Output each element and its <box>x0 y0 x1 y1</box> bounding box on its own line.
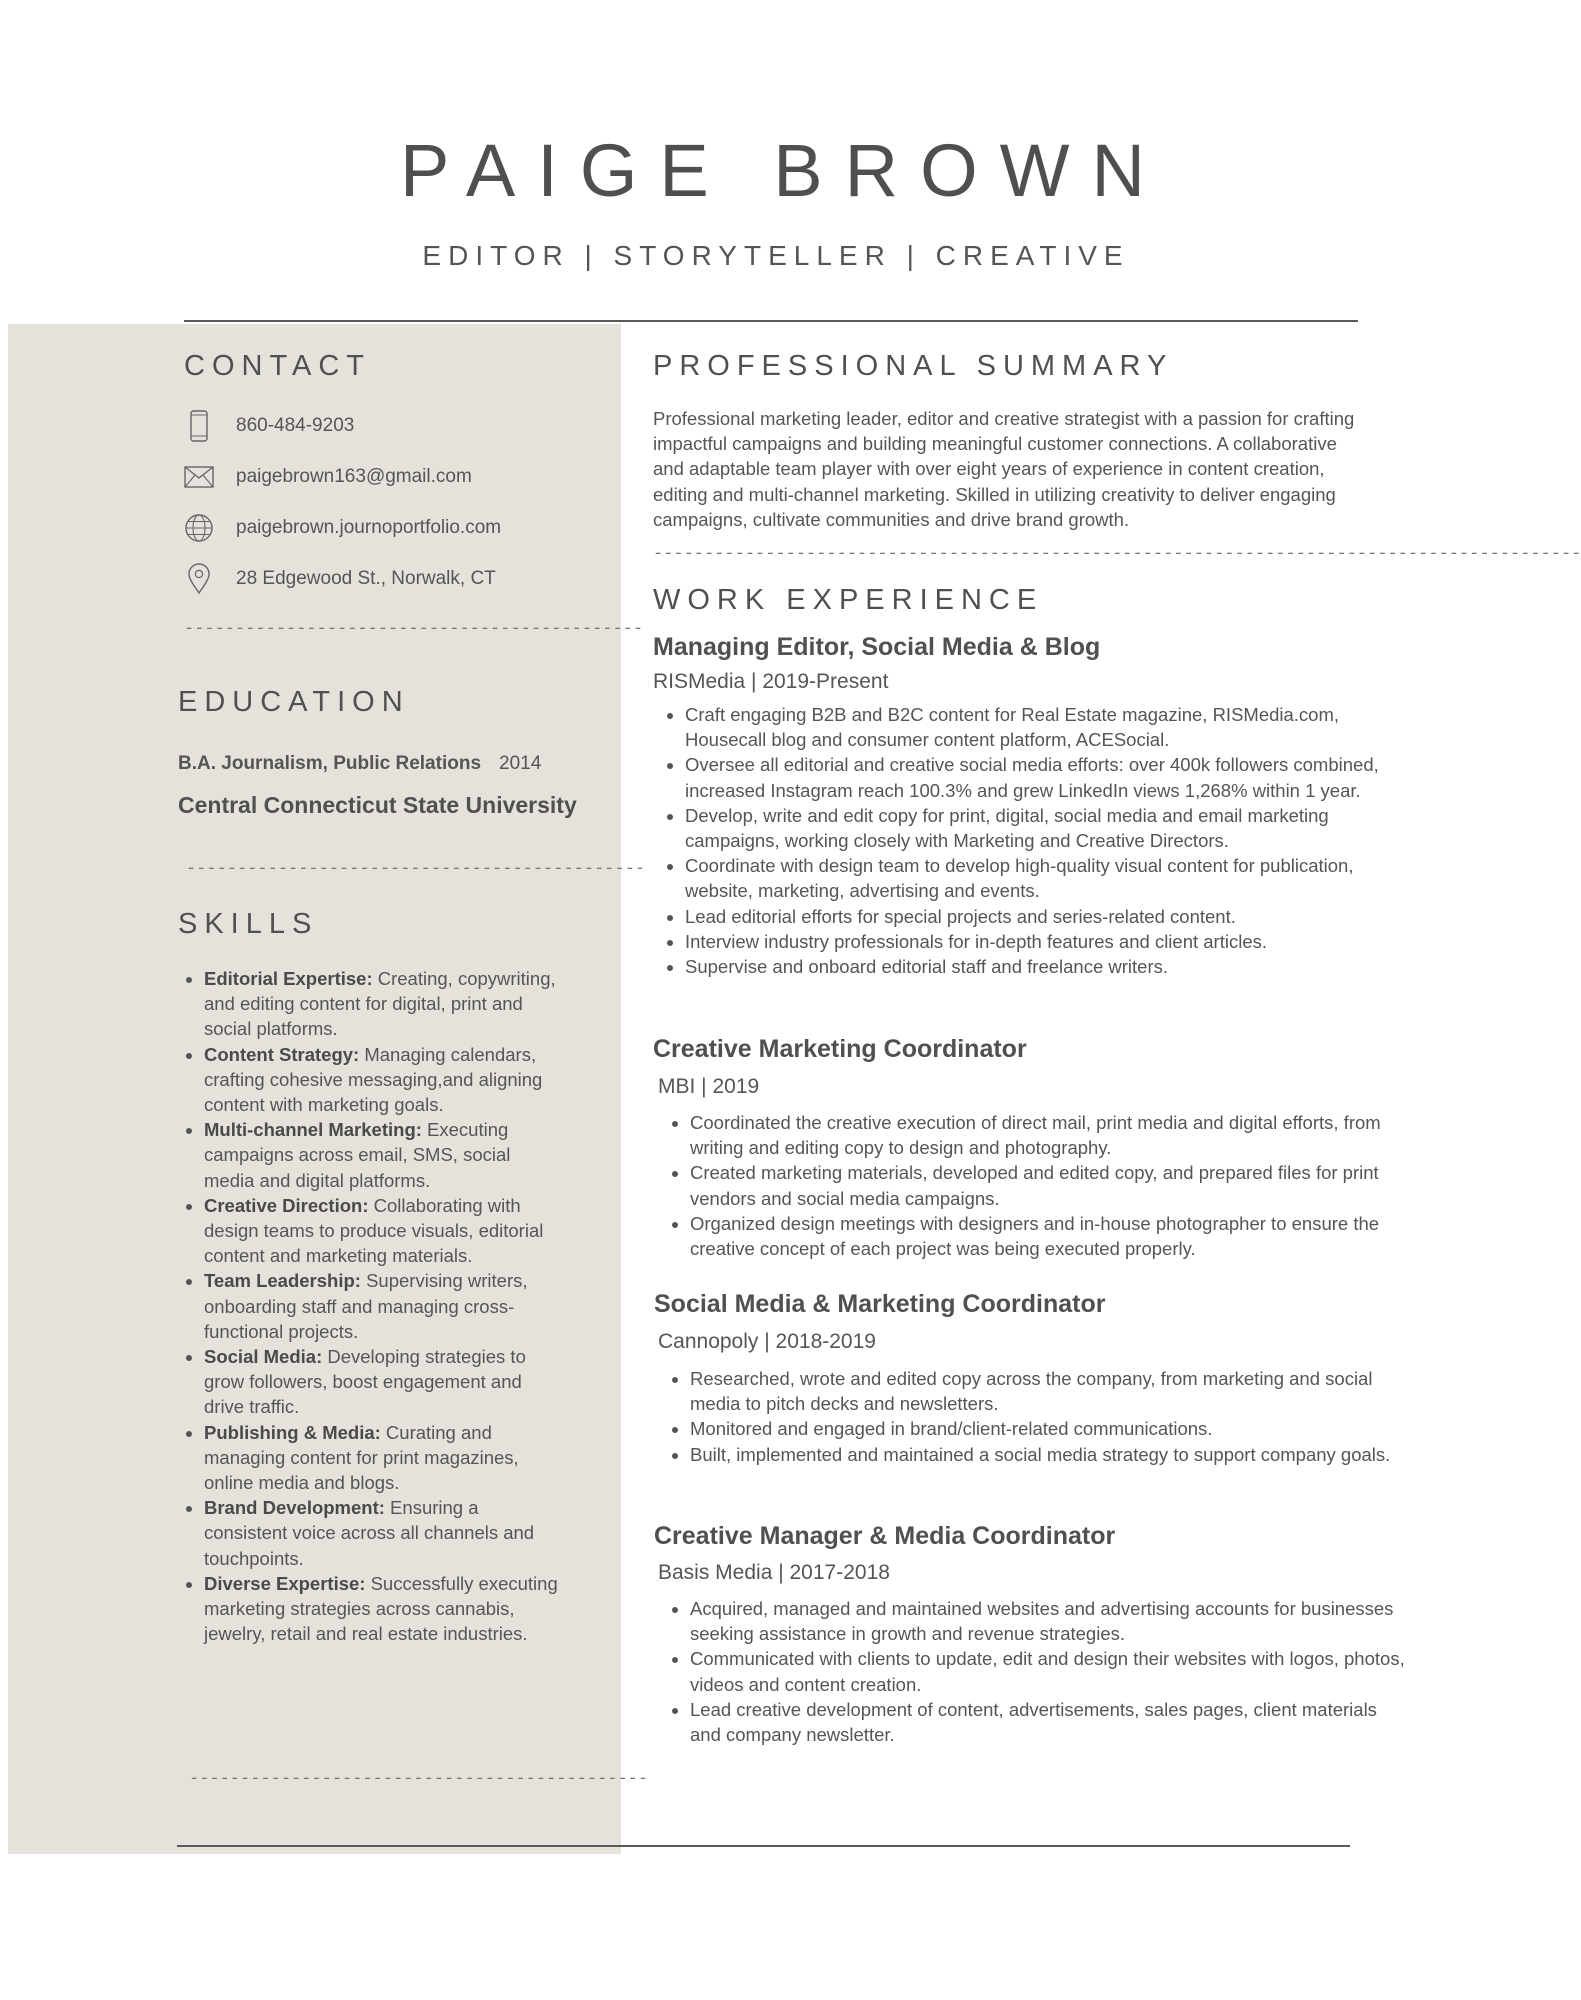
job-bullet: • Communicated with clients to update, edit and design their websites with logos, photos, videos and content creation. <box>690 1646 1410 1696</box>
skill-text: Managing calendars, crafting cohesive messaging,and aligning content with marketing goals. <box>204 1043 543 1116</box>
skill-item <box>204 966 564 1042</box>
job-bullet: • Lead creative development of content, advertisements, sales pages, client materials and company newsletter. <box>690 1697 1410 1747</box>
skill-item <box>204 1268 564 1344</box>
location-pin-icon <box>182 562 216 596</box>
job-bullet: • Coordinate with design team to develop high-quality visual content for publication, website, marketing, advertising and events. <box>685 853 1405 903</box>
job-bullet: • Oversee all editorial and creative social media efforts: over 400k followers combined, increased Instagram reach 100.3% and grew LinkedIn views 1,268% within 1 year. <box>685 752 1405 802</box>
job-bullet: • Monitored and engaged in brand/client-related communications. <box>690 1416 1410 1441</box>
job-bullet: • Develop, write and edit copy for print, digital, social media and email marketing campaigns, working closely with Marketing and Creative Directors. <box>685 803 1405 853</box>
skill-text: Ensuring a consistent voice across all channels and touchpoints. <box>204 1497 535 1569</box>
job-bullet: • Acquired, managed and maintained websites and advertising accounts for businesses seeking assistance in growth and revenue strategies. <box>690 1596 1410 1646</box>
job-bullet: • Supervise and onboard editorial staff and freelance writers. <box>685 954 1405 979</box>
education-school: Central Connecticut State University <box>178 792 577 818</box>
skill-label: Team Leadership: <box>204 1270 361 1292</box>
skills-heading: SKILLS <box>178 908 319 940</box>
bottom-divider <box>177 1845 1350 1847</box>
job-bullets <box>653 702 1405 979</box>
experience-heading: WORK EXPERIENCE <box>653 584 1044 616</box>
contact-phone <box>182 406 355 446</box>
skill-label: Multi-channel Marketing: <box>204 1119 422 1141</box>
contact-divider: --------------------------------------------- <box>184 620 644 639</box>
job-bullet: • Created marketing materials, developed and edited copy, and prepared files for print vendors and social media campaigns. <box>690 1160 1410 1210</box>
skill-item <box>204 1117 564 1193</box>
skill-label: Social Media: <box>204 1346 323 1368</box>
skills-list <box>178 966 564 1646</box>
skill-label: Brand Development: <box>204 1497 385 1519</box>
contact-address <box>182 559 496 599</box>
contact-phone-text: 860-484-9203 <box>236 415 355 436</box>
education-divider: --------------------------------------------- <box>186 860 646 879</box>
skill-label: Editorial Expertise: <box>204 968 373 989</box>
skill-item <box>204 1571 564 1647</box>
contact-address-text: 28 Edgewood St., Norwalk, CT <box>236 568 496 589</box>
globe-icon <box>182 511 216 545</box>
skill-item <box>204 1344 564 1420</box>
skill-text: Developing strategies to grow followers, boost engagement and drive traffic. <box>204 1346 526 1418</box>
summary-text: Professional marketing leader, editor and creative strategist with a passion for crafting impactful campaigns and building meaningful customer connections. A collaborative and adaptable team player with over eight years of experience in content creation, editing and multi-channel marketing. Skilled in utilizing creativity to deliver engaging campaigns, cultivate communities and drive brand growth. <box>653 408 1355 530</box>
skill-text: Executing campaigns across email, SMS, social media and digital platforms. <box>204 1119 511 1191</box>
contact-website-text[interactable]: paigebrown.journoportfolio.com <box>236 517 502 538</box>
skill-text: Creating, copywriting, and editing content for digital, print and social platforms. <box>204 968 556 1040</box>
contact-website[interactable] <box>182 508 502 548</box>
contact-email-text[interactable]: paigebrown163@gmail.com <box>236 466 472 487</box>
skill-item <box>204 1495 564 1571</box>
resume-name: PAIGE BROWN <box>400 129 1167 212</box>
job-company: Basis Media | 2017-2018 <box>658 1561 890 1584</box>
job-bullet: • Researched, wrote and edited copy across the company, from marketing and social media to pitch decks and newsletters. <box>690 1366 1410 1416</box>
contact-heading: CONTACT <box>184 350 372 382</box>
job-title: Creative Manager & Media Coordinator <box>654 1522 1116 1550</box>
skill-label: Creative Direction: <box>204 1194 369 1216</box>
skill-item <box>204 1420 564 1496</box>
job-bullet: • Built, implemented and maintained a social media strategy to support company goals. <box>690 1442 1410 1467</box>
job-title: Social Media & Marketing Coordinator <box>654 1290 1106 1318</box>
education-heading: EDUCATION <box>178 686 410 718</box>
resume-tagline: EDITOR | STORYTELLER | CREATIVE <box>422 240 1130 271</box>
job-bullets <box>658 1596 1410 1747</box>
skill-text: Collaborating with design teams to produce visuals, editorial content and marketing materials. <box>204 1194 544 1267</box>
job-title: Managing Editor, Social Media & Blog <box>653 633 1101 661</box>
skill-text: Curating and managing content for print magazines, online media and blogs. <box>204 1421 519 1494</box>
job-company: RISMedia | 2019-Present <box>653 670 889 693</box>
job-company: MBI | 2019 <box>658 1075 760 1098</box>
education-year: 2014 <box>499 753 542 774</box>
skill-item <box>204 1042 564 1118</box>
job-bullet: • Coordinated the creative execution of direct mail, print media and digital efforts, from writing and editing copy to design and photography. <box>690 1110 1410 1160</box>
job-title: Creative Marketing Coordinator <box>653 1035 1027 1063</box>
envelope-icon <box>182 460 216 494</box>
skills-divider: --------------------------------------------- <box>189 1770 649 1789</box>
summary-heading: PROFESSIONAL SUMMARY <box>653 350 1174 382</box>
education-degree: B.A. Journalism, Public Relations <box>178 753 482 774</box>
job-company: Cannopoly | 2018-2019 <box>658 1330 876 1353</box>
contact-email[interactable] <box>182 457 472 497</box>
job-bullet: • Organized design meetings with designers and in-house photographer to ensure the creative concept of each project was being executed properly. <box>690 1211 1410 1261</box>
job-bullet: • Lead editorial efforts for special projects and series-related content. <box>685 904 1405 929</box>
skill-label: Publishing & Media: <box>204 1421 381 1443</box>
job-bullets <box>658 1110 1410 1261</box>
summary-divider: ------------------------------------------------------------------------------------------- <box>653 545 1581 564</box>
skill-label: Diverse Expertise: <box>204 1572 366 1594</box>
job-bullet: • Interview industry professionals for in-depth features and client articles. <box>685 929 1405 954</box>
phone-icon <box>182 409 216 443</box>
job-bullet: • Craft engaging B2B and B2C content for Real Estate magazine, RISMedia.com, Housecall blog and consumer content platform, ACESocial. <box>685 702 1405 752</box>
skill-item <box>204 1193 564 1269</box>
skill-text: Successfully executing marketing strategies across cannabis, jewelry, retail and real estate industries. <box>204 1572 558 1645</box>
job-bullets <box>658 1366 1410 1467</box>
skill-text: Supervising writers, onboarding staff and managing cross-functional projects. <box>204 1270 528 1342</box>
skill-label: Content Strategy: <box>204 1043 360 1065</box>
top-divider <box>184 320 1358 322</box>
